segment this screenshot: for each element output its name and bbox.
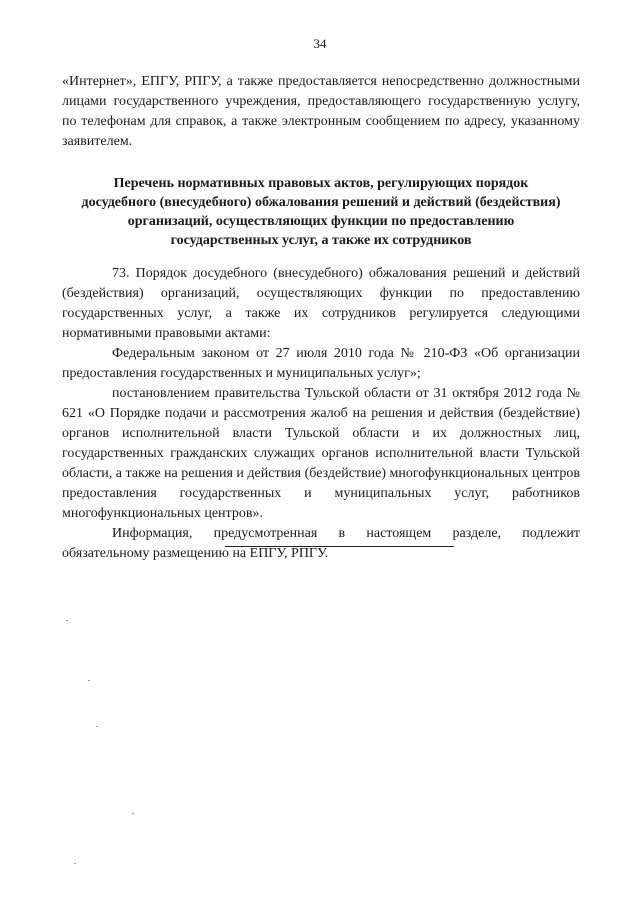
scan-speck: [132, 813, 134, 814]
heading-line: организаций, осуществляющих функции по предоставлению: [127, 214, 515, 229]
heading-line: досудебного (внесудебного) обжалования решений и действий (бездействия): [81, 195, 561, 210]
end-divider-line: [225, 546, 454, 547]
page-content: [62, 72, 580, 564]
scan-speck: [66, 620, 68, 621]
scan-speck: [74, 863, 76, 864]
heading-line: государственных услуг, а также их сотрудников: [170, 233, 472, 248]
paragraph-73: 73. Порядок досудебного (внесудебного) обжалования решений и действий (бездействия) организаций, осуществляющих функции по предоставлению государственных услуг, а также их сотрудников регулируется следующими нормативными правовыми актами:: [62, 266, 580, 341]
heading-line: Перечень нормативных правовых актов, регулирующих порядок: [113, 176, 529, 191]
scan-speck: [88, 680, 90, 681]
section-heading: [62, 174, 580, 250]
page-number: 34: [313, 36, 327, 51]
scan-speck: [96, 726, 98, 727]
paragraph-information: Информация, предусмотренная в настоящем разделе, подлежит обязательному размещению на ЕПГУ, РПГУ.: [62, 526, 580, 561]
paragraph-regional-resolution: постановлением правительства Тульской области от 31 октября 2012 года № 621 «О Порядке подачи и рассмотрения жалоб на решения и действия (бездействие) органов исполнительной власти Тульской области и их должностных лиц, государственных гражданских служащих органов исполнительной власти Тульской области, а также на решения и действия (бездействие) многофункциональных центров предоставления государственных и муниципальных услуг, работников многофункциональных центров».: [62, 386, 580, 521]
intro-paragraph: «Интернет», ЕПГУ, РПГУ, а также предоставляется непосредственно должностными лицами государственного учреждения, предоставляющего государственную услугу, по телефонам для справок, а также электронным сообщением по адресу, указанному заявителем.: [62, 74, 580, 149]
paragraph-federal-law: Федеральным законом от 27 июля 2010 года № 210-ФЗ «Об организации предоставления государственных и муниципальных услуг»;: [62, 346, 580, 381]
